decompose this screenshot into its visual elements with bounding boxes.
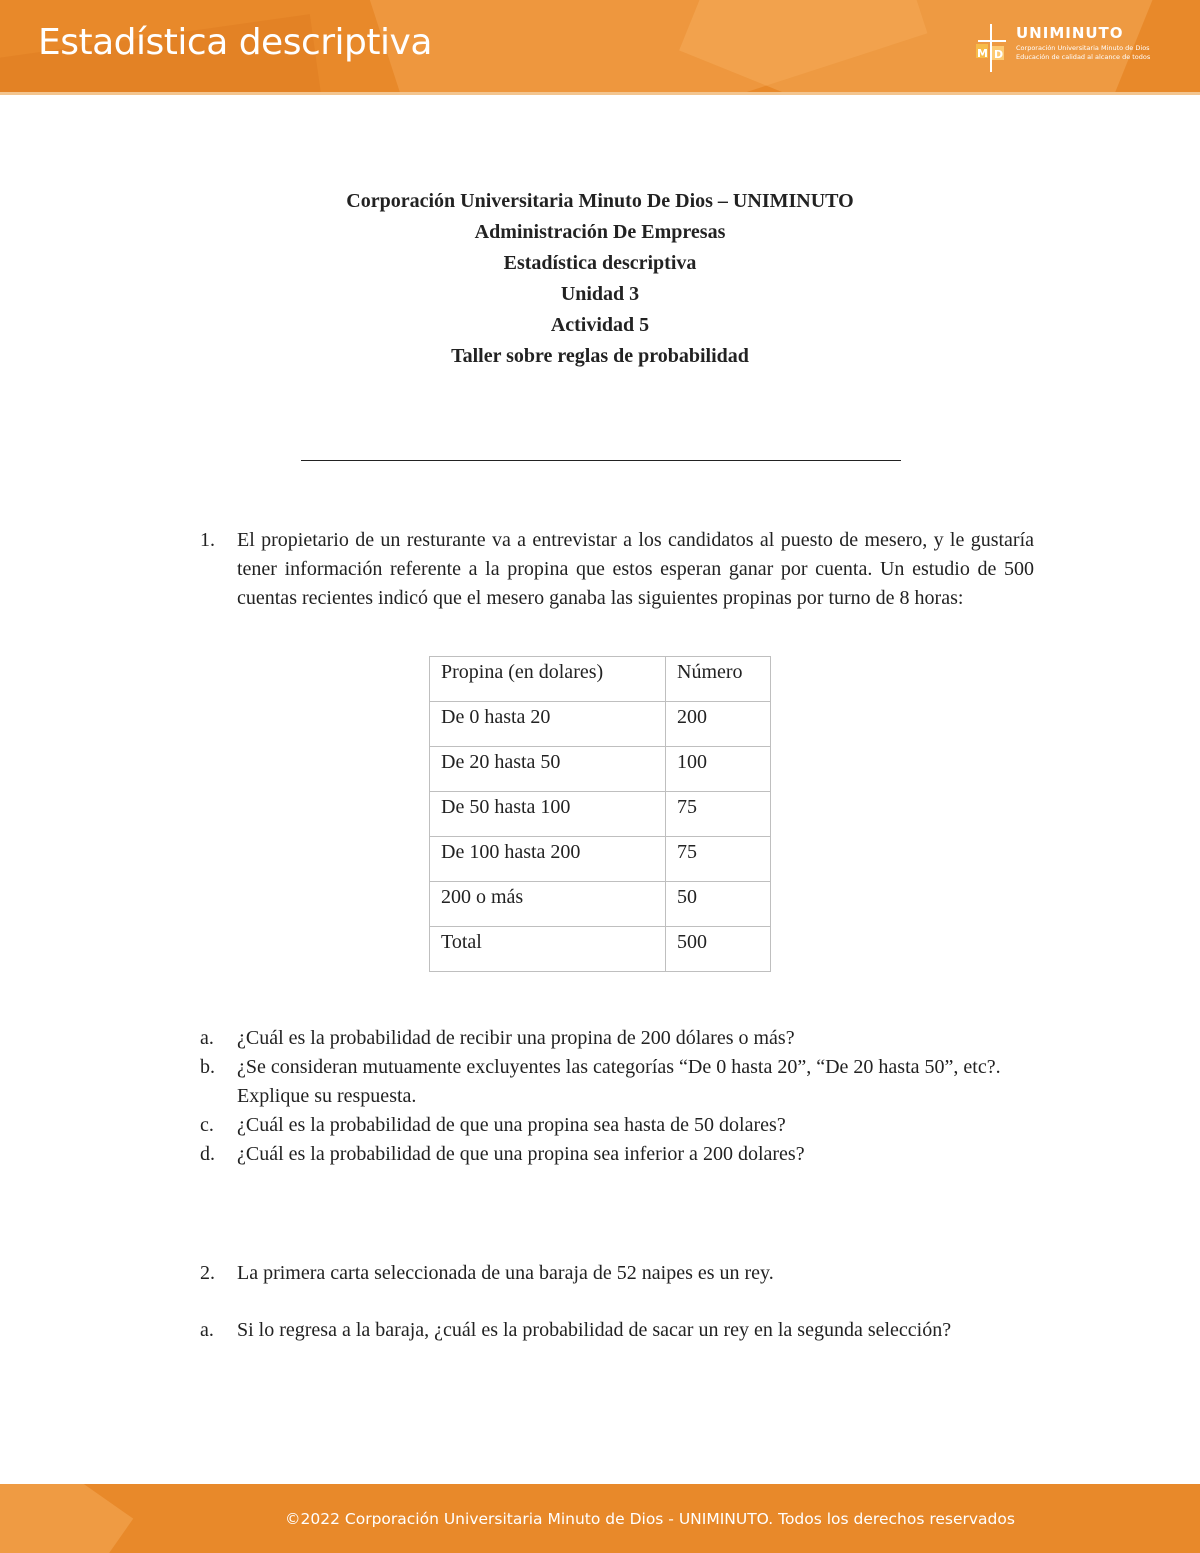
table-cell: 100	[666, 747, 771, 792]
question-number: 2.	[200, 1262, 215, 1284]
logo-name: UNIMINUTO	[1016, 24, 1124, 42]
table-cell: 75	[666, 837, 771, 882]
workshop-line: Taller sobre reglas de probabilidad	[451, 345, 749, 367]
table-total-row	[430, 927, 771, 972]
table-row	[430, 792, 771, 837]
table-row	[430, 882, 771, 927]
sub-question-text: Si lo regresa a la baraja, ¿cuál es la probabilidad de sacar un rey en la segunda selección?	[237, 1319, 952, 1341]
table-cell: 200 o más	[430, 882, 666, 927]
sub-question-letter: a.	[200, 1027, 214, 1049]
document-title-block	[200, 186, 1000, 372]
table-cell: De 20 hasta 50	[430, 747, 666, 792]
sub-question-d	[200, 1140, 1034, 1169]
sub-question-2a	[200, 1316, 1034, 1345]
logo-subtitle: Corporación Universitaria Minuto de Dios	[1016, 44, 1150, 52]
course-line: Estadística descriptiva	[503, 252, 697, 274]
table-row	[430, 837, 771, 882]
table-cell: Total	[430, 927, 666, 972]
question-text: El propietario de un resturante va a entrevistar a los candidatos al puesto de mesero, y le gustaría tener información referente a la propina que estos esperan ganar por cuenta. Un estudio de 500 cuentas recientes indicó que el mesero ganaba las siguientes propinas por turno de 8 horas:	[237, 529, 1034, 609]
question-1	[200, 526, 1034, 613]
activity-line: Actividad 5	[550, 314, 650, 336]
sub-question-text: ¿Cuál es la probabilidad de recibir una propina de 200 dólares o más?	[237, 1027, 795, 1049]
institution-line: Corporación Universitaria Minuto De Dios – UNIMINUTO	[346, 190, 854, 212]
logo-mark-icon	[972, 24, 1010, 72]
table-cell: 75	[666, 792, 771, 837]
sub-question-text: ¿Cuál es la probabilidad de que una propina sea inferior a 200 dolares?	[237, 1143, 805, 1165]
sub-question-b	[200, 1053, 1034, 1111]
sub-question-c	[200, 1111, 1034, 1140]
header-title: Estadística descriptiva	[38, 22, 432, 63]
sub-question-letter: c.	[200, 1114, 214, 1136]
question-number: 1.	[200, 529, 215, 551]
copyright-text: ©2022 Corporación Universitaria Minuto de Dios - UNIMINUTO. Todos los derechos reservados	[285, 1510, 1015, 1528]
sub-question-letter: b.	[200, 1056, 215, 1078]
uniminuto-logo	[972, 18, 1172, 76]
logo-tagline: Educación de calidad al alcance de todos	[1016, 53, 1151, 61]
table-header-cell: Número	[666, 657, 771, 702]
question-text: La primera carta seleccionada de una baraja de 52 naipes es un rey.	[237, 1262, 774, 1284]
question-2	[200, 1259, 1034, 1288]
page-footer	[0, 1484, 1200, 1553]
table-cell: 200	[666, 702, 771, 747]
sub-question-a	[200, 1024, 1034, 1053]
page-header	[0, 0, 1200, 92]
svg-text:M: M	[977, 47, 988, 60]
table-cell: De 100 hasta 200	[430, 837, 666, 882]
table-header-cell: Propina (en dolares)	[430, 657, 666, 702]
sub-question-text: ¿Cuál es la probabilidad de que una propina sea hasta de 50 dolares?	[237, 1114, 786, 1136]
table-cell: 50	[666, 882, 771, 927]
program-line: Administración De Empresas	[474, 221, 726, 243]
sub-question-text: ¿Se consideran mutuamente excluyentes las categorías “De 0 hasta 20”, “De 20 hasta 50”, etc?. Explique su respuesta.	[237, 1056, 1001, 1107]
sub-question-letter: d.	[200, 1143, 215, 1165]
unit-line: Unidad 3	[560, 283, 640, 305]
table-row	[430, 702, 771, 747]
table-row	[430, 747, 771, 792]
table-cell: De 0 hasta 20	[430, 702, 666, 747]
table-cell: De 50 hasta 100	[430, 792, 666, 837]
table-header-row	[430, 657, 771, 702]
tips-table	[429, 656, 771, 972]
svg-text:D: D	[994, 48, 1004, 61]
table-cell: 500	[666, 927, 771, 972]
sub-question-letter: a.	[200, 1319, 214, 1341]
separator-line	[301, 460, 901, 461]
header-divider	[0, 92, 1200, 95]
